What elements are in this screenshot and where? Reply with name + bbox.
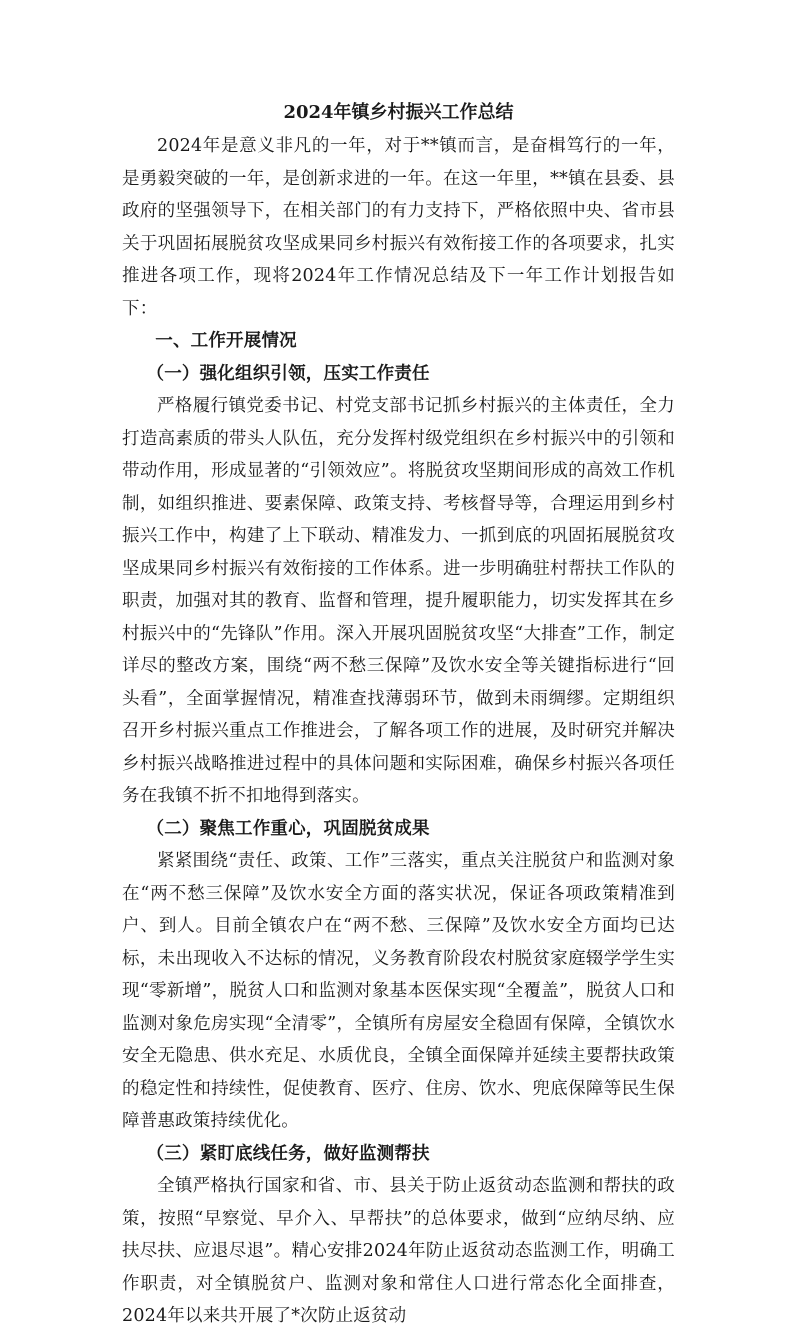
subsection-heading-monitoring: （三）紧盯底线任务，做好监测帮扶	[146, 1143, 430, 1164]
subsection-body-organization: 严格履行镇党委书记、村党支部书记抓乡村振兴的主体责任，全力打造高素质的带头人队伍，充分发挥村级党组织在乡村振兴中的引领和带动作用，形成显著的“引领效应”。将脱贫攻坚期间形成的高效工作机制，如组织推进、要素保障、政策支持、考核督导等，合理运用到乡村振兴工作中，构建了上下联动、精准发力、一抓到底的巩固拓展脱贫攻坚成果同乡村振兴有效衔接的工作体系。进一步明确驻村帮扶工作队的职责，加强对其的教育、监督和管理，提升履职能力，切实发挥其在乡村振兴中的“先锋队”作用。深入开展巩固脱贫攻坚“大排查”工作，制定详尽的整改方案，围绕“两不愁三保障”及饮水安全等关键指标进行“回头看”，全面掌握情况，精准查找薄弱环节，做到未雨绸缪。定期组织召开乡村振兴重点工作推进会，了解各项工作的进展，及时研究并解决乡村振兴战略推进过程中的具体问题和实际困难，确保乡村振兴各项任务在我镇不折不扣地得到落实。	[122, 396, 675, 806]
document-title: 2024年镇乡村振兴工作总结	[283, 102, 514, 123]
subsection-heading-organization: （一）强化组织引领，压实工作责任	[146, 363, 430, 384]
subsection-body-monitoring: 全镇严格执行国家和省、市、县关于防止返贫动态监测和帮扶的政策，按照“早察觉、早介入、早帮扶”的总体要求，做到“应纳尽纳、应扶尽扶、应退尽退”。精心安排2024年防止返贫动态监测工作，明确工作职责，对全镇脱贫户、监测对象和常住人口进行常态化全面排查，2024年以来共开展了*次防止返贫动	[122, 1176, 675, 1326]
section-heading-work-progress: 一、工作开展情况	[155, 331, 297, 351]
intro-paragraph: 2024年是意义非凡的一年，对于**镇而言，是奋楫笃行的一年，是勇毅突破的一年，是创新求进的一年。在这一年里，**镇在县委、县政府的坚强领导下，在相关部门的有力支持下，严格依照中央、省市县关于巩固拓展脱贫攻坚成果同乡村振兴有效衔接工作的各项要求，扎实推进各项工作，现将2024年工作情况总结及下一年工作计划报告如下：	[122, 136, 675, 319]
subsection-heading-poverty-results: （二）聚焦工作重心，巩固脱贫成果	[146, 818, 430, 839]
subsection-body-poverty-results: 紧紧围绕“责任、政策、工作”三落实，重点关注脱贫户和监测对象在“两不愁三保障”及饮水安全方面的落实状况，保证各项政策精准到户、到人。目前全镇农户在“两不愁、三保障”及饮水安全方面均已达标，未出现收入不达标的情况，义务教育阶段农村脱贫家庭辍学学生实现“零新增”，脱贫人口和监测对象基本医保实现“全覆盖”，脱贫人口和监测对象危房实现“全清零”，全镇所有房屋安全稳固有保障，全镇饮水安全无隐患、供水充足、水质优良，全镇全面保障并延续主要帮扶政策的稳定性和持续性，促使教育、医疗、住房、饮水、兜底保障等民生保障普惠政策持续优化。	[122, 851, 675, 1131]
